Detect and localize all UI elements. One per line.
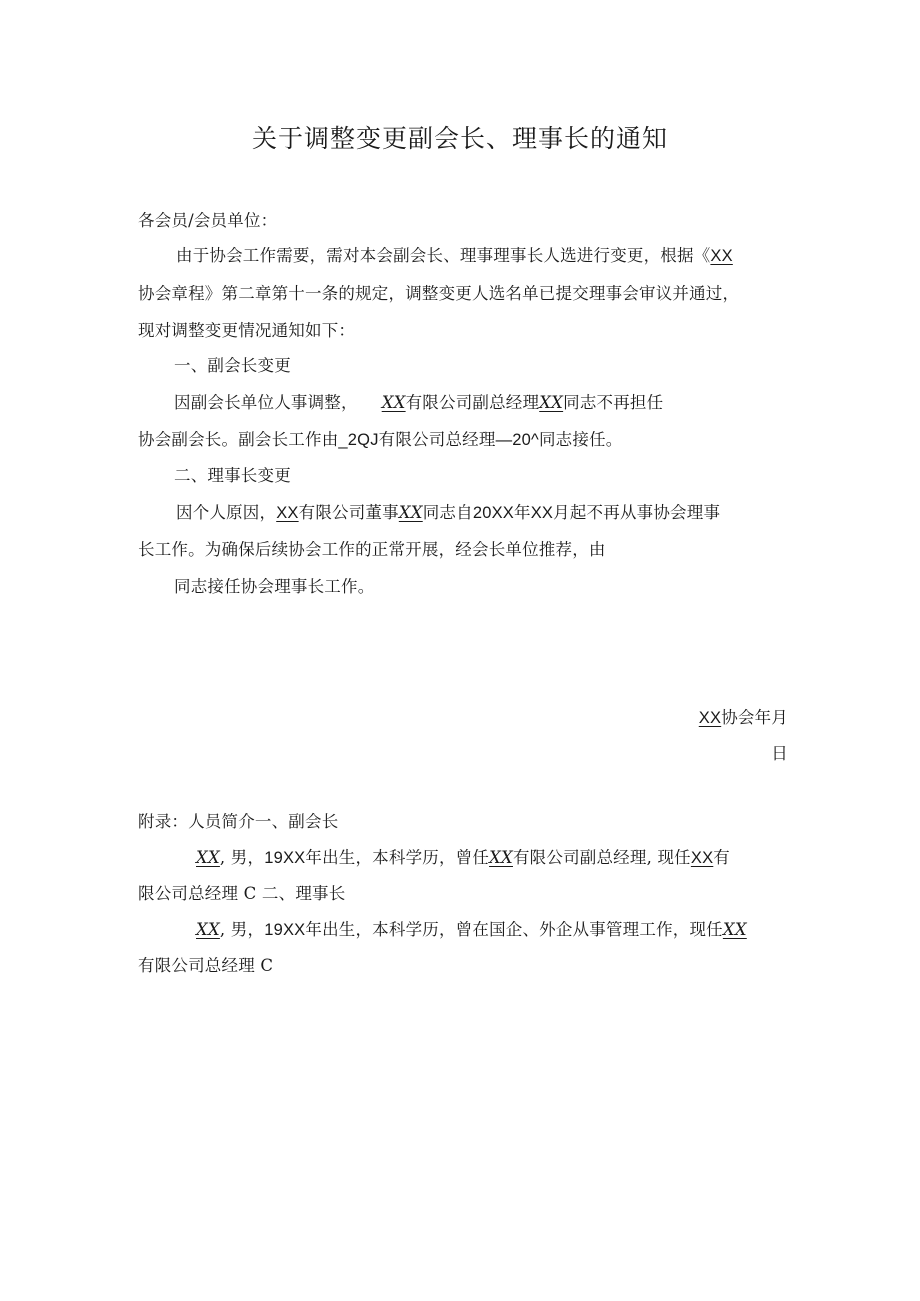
placeholder-xx: XX	[398, 503, 423, 522]
placeholder-xx: XX	[489, 848, 513, 867]
placeholder-xx: XX	[381, 393, 406, 412]
appendix-text: , 男，	[219, 848, 265, 867]
section-2-line-3: 同志接任协会理事长工作。	[174, 577, 375, 596]
placeholder-xx: XX	[196, 848, 220, 867]
placeholder-xx: XX	[710, 247, 733, 265]
signature-line-1	[699, 707, 788, 729]
intro-line-3: 现对调整变更情况通知如下：	[138, 321, 356, 340]
intro-line-1	[176, 245, 733, 267]
section-1-line-1	[174, 392, 663, 414]
section-2-heading: 二、理事长变更	[174, 466, 291, 485]
section-2-line-2: 长工作。为确保后续协会工作的正常开展，经会长单位推荐，由	[138, 540, 606, 559]
placeholder-month: XX	[530, 504, 554, 522]
appendix-text: 年出生，本科学历，曾任	[305, 848, 490, 867]
placeholder-xx: XX	[690, 849, 714, 867]
document-title: 关于调整变更副会长、理事长的通知	[251, 124, 668, 153]
section-2-line-1	[176, 502, 720, 524]
appendix-person-2-line-1	[196, 919, 747, 941]
placeholder-xx: XX	[539, 393, 564, 412]
section-1-heading: 一、副会长变更	[174, 356, 291, 375]
appendix-text: , 男，	[219, 920, 265, 939]
appendix-text: 有	[713, 848, 730, 867]
section-1-text: 协会副会长。副会长工作由	[138, 430, 339, 449]
placeholder-year: 19XX	[264, 849, 306, 867]
section-2-text: 月起不再从事协会理事	[553, 503, 721, 522]
section-2-text: 有限公司董事	[298, 503, 399, 522]
placeholder-code: _2QJ	[338, 431, 379, 449]
appendix-person-1-line-1	[196, 847, 730, 869]
section-1-text: 有限公司总经理	[378, 430, 496, 449]
section-1-text: 同志不再担任	[563, 393, 664, 412]
appendix-person-1-line-2: 限公司总经理 C 二、理事长	[138, 884, 346, 903]
section-2-text: 年	[514, 503, 531, 522]
section-1-text: 有限公司副总经理	[405, 393, 540, 412]
placeholder-xx: XX	[196, 920, 220, 939]
section-2-text: 因个人原因，	[176, 503, 277, 522]
salutation: 各会员/会员单位：	[138, 211, 278, 230]
section-1-line-2	[138, 429, 622, 451]
section-1-text: 同志接任。	[538, 430, 623, 449]
placeholder-year: 19XX	[264, 921, 306, 939]
intro-text: 由于协会工作需要，需对本会副会长、理事理事长人选进行变更，根据《	[176, 246, 711, 265]
intro-line-2: 协会章程》第二章第十一条的规定，调整变更人选名单已提交理事会审议并通过，	[138, 284, 740, 303]
appendix-text: 有限公司副总经理, 现任	[512, 848, 691, 867]
placeholder-xx: XX	[276, 504, 299, 522]
placeholder-code: —20^	[495, 431, 539, 449]
placeholder-xx: XX	[698, 709, 722, 727]
appendix-text: 年出生，本科学历，曾在国企、外企从事管理工作，现任	[305, 920, 723, 939]
appendix-heading: 附录：人员简介一、副会长	[138, 812, 339, 831]
section-2-text: 同志自	[422, 503, 473, 522]
section-1-text: 因副会长单位人事调整，	[174, 393, 358, 412]
signature-date-day: 日	[771, 744, 788, 763]
signature-text: 协会年月	[721, 708, 788, 727]
placeholder-xx: XX	[722, 920, 747, 939]
appendix-person-2-line-2: 有限公司总经理 C	[138, 956, 274, 975]
placeholder-year: 20XX	[472, 504, 515, 522]
